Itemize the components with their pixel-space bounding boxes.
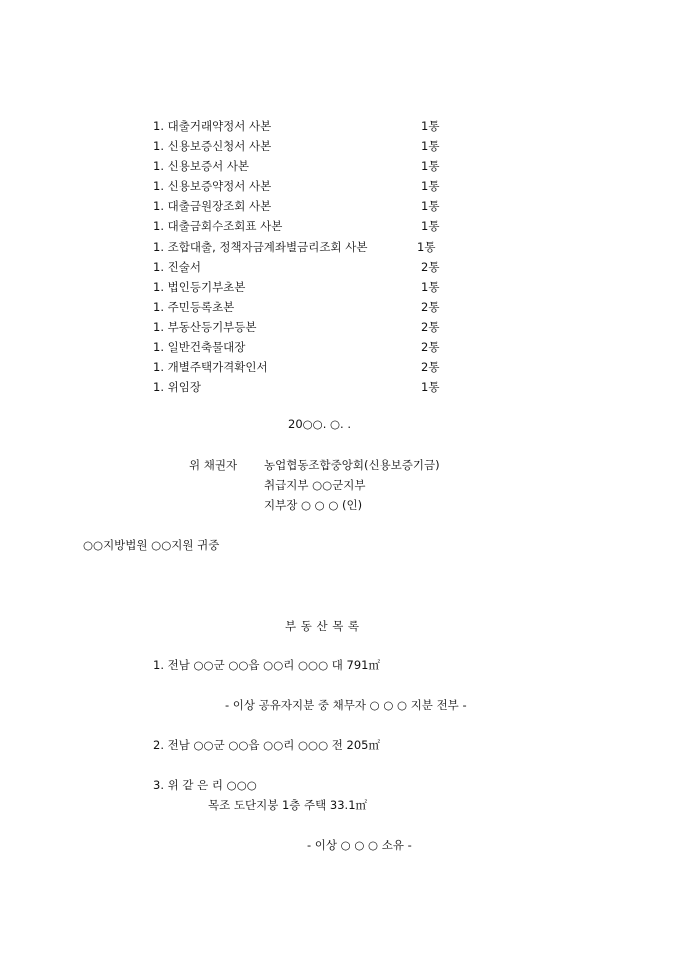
attachment-item <box>153 377 453 397</box>
attachment-item <box>153 136 453 156</box>
attachment-item <box>153 297 453 317</box>
attachment-qty: 1통 <box>421 199 440 214</box>
attachment-qty: 1통 <box>421 159 440 174</box>
attachment-item <box>153 357 453 377</box>
attachment-name: 1. 위임장 <box>153 380 201 395</box>
attachment-qty: 2통 <box>421 259 440 274</box>
attachment-item <box>153 237 453 257</box>
attachment-qty: 1통 <box>421 179 440 194</box>
property-footer-note: - 이상 ○ ○ ○ 소유 - <box>307 838 412 852</box>
property-item-1-note: - 이상 공유자지분 중 채무자 ○ ○ ○ 지분 전부 - <box>225 698 467 712</box>
attachment-qty: 1통 <box>421 279 440 294</box>
attachment-name: 1. 신용보증서 사본 <box>153 159 250 174</box>
attachment-item <box>153 196 453 216</box>
creditor-org: 농업협동조합중앙회(신용보증기금) <box>264 458 440 472</box>
attachment-qty: 1통 <box>421 139 440 154</box>
attachment-name: 1. 조합대출, 정책자금계좌별금리조회 사본 <box>153 239 368 254</box>
property-list-title: 부 동 산 목 록 <box>285 619 360 633</box>
property-item-3: 3. 위 같 은 리 ○○○ <box>153 778 257 792</box>
attachment-name: 1. 진술서 <box>153 259 201 274</box>
property-item-3-detail: 목조 도단지붕 1층 주택 33.1㎡ <box>208 798 368 812</box>
attachment-qty: 2통 <box>421 299 440 314</box>
attachment-item <box>153 216 453 236</box>
creditor-label: 위 채권자 <box>189 458 238 472</box>
attachment-item <box>153 116 453 136</box>
attachment-qty: 1통 <box>421 119 440 133</box>
creditor-manager: 지부장 ○ ○ ○ (인) <box>264 498 363 512</box>
property-item-1: 1. 전남 ○○군 ○○읍 ○○리 ○○○ 대 791㎡ <box>153 658 380 672</box>
attachment-qty: 2통 <box>421 340 440 355</box>
attachment-name: 1. 주민등록초본 <box>153 299 235 314</box>
attachment-name: 1. 신용보증신청서 사본 <box>153 139 272 154</box>
attachment-name: 1. 부동산등기부등본 <box>153 319 257 334</box>
attachment-item <box>153 176 453 196</box>
attachment-item <box>153 257 453 277</box>
attachment-name: 1. 일반건축물대장 <box>153 340 246 355</box>
attachment-qty: 2통 <box>421 319 440 334</box>
attachment-item <box>153 156 453 176</box>
court-addressee: ○○지방법원 ○○지원 귀중 <box>83 538 220 552</box>
attachment-name: 1. 법인등기부초본 <box>153 279 246 294</box>
attachment-name: 1. 대출금회수조회표 사본 <box>153 219 283 234</box>
attachment-name: 1. 대출금원장조회 사본 <box>153 199 272 214</box>
attachment-qty: 1통 <box>421 219 440 234</box>
attachment-name: 1. 개별주택가격확인서 <box>153 360 268 375</box>
attachment-item <box>153 277 453 297</box>
attachment-qty: 1통 <box>421 380 440 395</box>
document-date: 20○○. ○. . <box>288 417 352 431</box>
attachment-name: 1. 신용보증약정서 사본 <box>153 179 272 194</box>
attachment-list <box>153 116 453 397</box>
attachment-name: 1. 대출거래약정서 사본 <box>153 119 272 133</box>
attachment-item <box>153 337 453 357</box>
attachment-qty: 2통 <box>421 360 440 375</box>
property-item-2: 2. 전남 ○○군 ○○읍 ○○리 ○○○ 전 205㎡ <box>153 738 380 752</box>
creditor-branch: 취급지부 ○○군지부 <box>264 478 366 492</box>
attachment-qty: 1통 <box>417 239 436 254</box>
attachment-item <box>153 317 453 337</box>
